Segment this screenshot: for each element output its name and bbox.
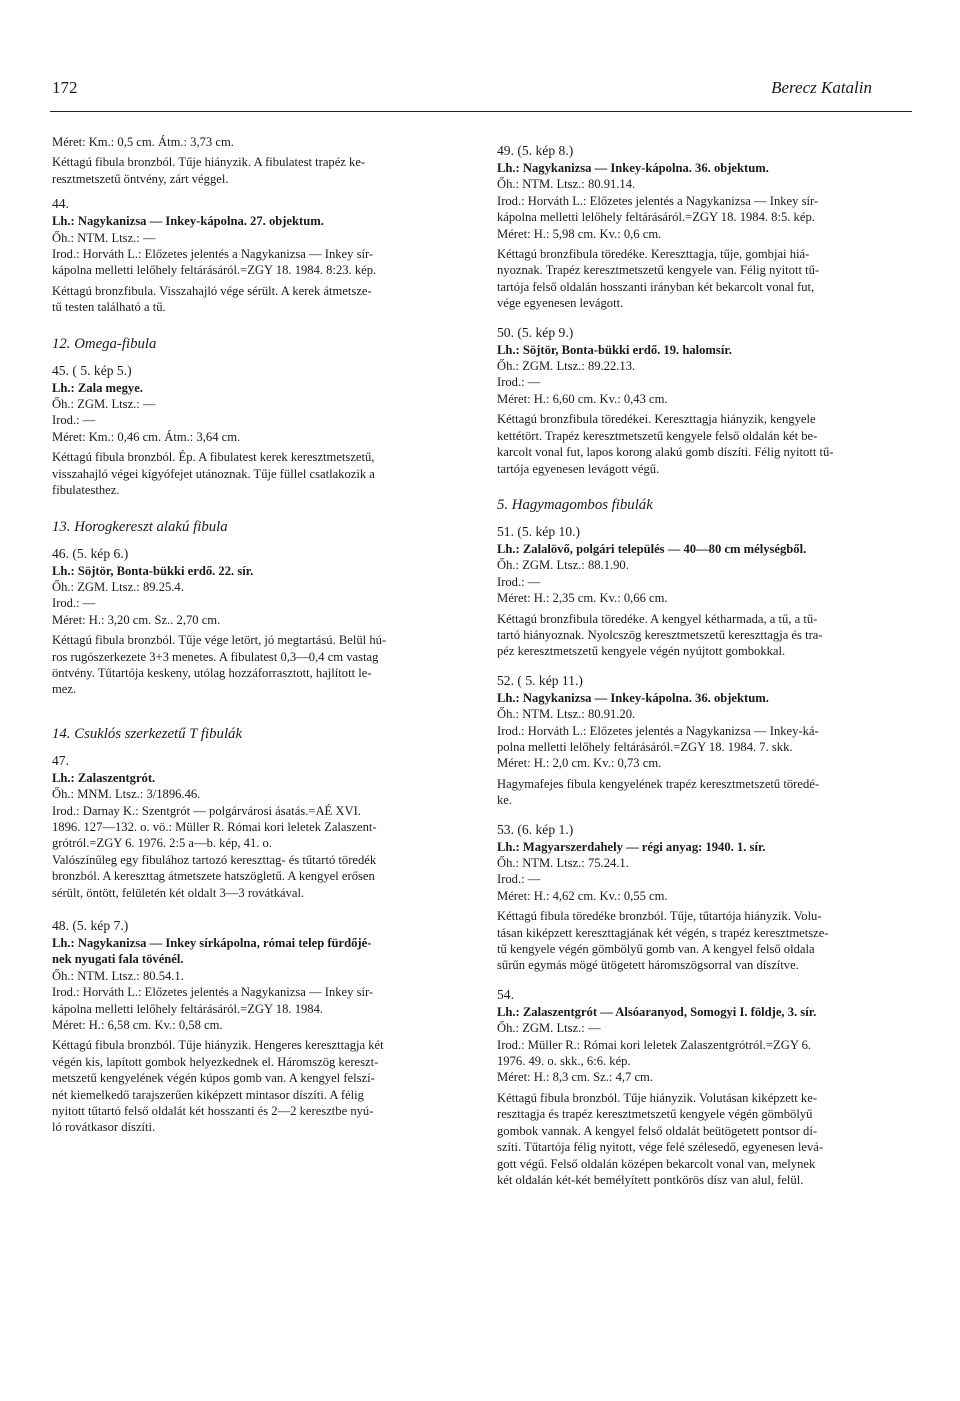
header-rule xyxy=(50,111,912,112)
text-line: Irod.: — xyxy=(497,574,541,589)
text-line: Méret: H.: 8,3 cm. Sz.: 4,7 cm. xyxy=(497,1070,653,1085)
text-line: Őh.: NTM. Ltsz.: 80.54.1. xyxy=(52,968,184,983)
text-line: tartója egyenesen levágott végű. xyxy=(497,461,660,476)
text-line: kápolna melletti lelőhely feltárásáról.=ZGY 18. 1984. 8:23. kép. xyxy=(52,263,377,278)
text-line: kápolna melletti lelőhely feltárásáról.=ZGY 18. 1984. xyxy=(52,1001,324,1016)
text-line: Őh.: ZGM. Ltsz.: — xyxy=(497,1021,601,1036)
text-line: grótról.=ZGY 6. 1976. 2:5 a—b. kép, 41. o. xyxy=(52,836,273,851)
text-line: Méret: H.: 3,20 cm. Sz.. 2,70 cm. xyxy=(52,612,221,627)
text-line: Irod.: Horváth L.: Előzetes jelentés a Nagykanizsa — Inkey sír- xyxy=(497,193,819,208)
text-line: szíti. Tűtartója félig nyitott, vége felé szélesedő, egyenesen levá- xyxy=(497,1140,824,1155)
spacer xyxy=(497,660,893,664)
text-line: visszahajló végei kígyófejet utánoznak. Tűje füllel csatlakozik a xyxy=(52,466,375,481)
text-line: Méret: H.: 5,98 cm. Kv.: 0,6 cm. xyxy=(497,226,662,241)
text-line: karcolt vonal fut, lapos korong alakú gomb díszíti. Félig nyitott tű- xyxy=(497,445,834,460)
text-line: Őh.: NTM. Ltsz.: 80.91.14. xyxy=(497,177,636,192)
spacer xyxy=(52,499,448,507)
entry-number: 47. xyxy=(52,752,69,768)
text-line: Méret: H.: 2,35 cm. Kv.: 0,66 cm. xyxy=(497,591,668,606)
text-line: Kéttagú fibula bronzból. Tűje hiányzik. A fibulatest trapéz ke- xyxy=(52,155,366,170)
spacer xyxy=(52,698,448,706)
text-line: Kéttagú fibula töredéke bronzból. Tűje, tűtartója hiányzik. Volu- xyxy=(497,909,822,924)
entry-number: 44. xyxy=(52,196,69,212)
text-line: mez. xyxy=(52,682,77,697)
entry-number: 51. (5. kép 10.) xyxy=(497,523,581,539)
text-line: 1896. 127—132. o. vö.: Müller R. Római kori leletek Zalaszent- xyxy=(52,819,377,834)
find-location: Lh.: Zala megye. xyxy=(52,380,143,395)
text-line: gombok vannak. A kengyel felső oldalát beütögetett pontsor dí- xyxy=(497,1123,818,1138)
find-location: Lh.: Söjtör, Bonta-bükki erdő. 19. halomsír. xyxy=(497,342,732,357)
text-line: bronzból. A kereszttag átmetszete hatszögletű. A kengyel erősen xyxy=(52,869,375,884)
entry-number: 54. xyxy=(497,986,514,1002)
text-line: nyoznak. Trapéz keresztmetszetű kengyele van. Félig nyitott tű- xyxy=(497,263,820,278)
text-line: Kéttagú fibula bronzból. Tűje vége letört, jó megtartású. Belül hú- xyxy=(52,633,387,648)
text-line: fibulatesthez. xyxy=(52,483,120,498)
section-heading: 5. Hagymagombos fibulák xyxy=(497,496,653,513)
text-line: Méret: Km.: 0,5 cm. Átm.: 3,73 cm. xyxy=(52,135,234,149)
text-line: kettétört. Trapéz keresztmetszetű kengyele felső oldalán két be- xyxy=(497,428,818,443)
text-line: Méret: H.: 2,0 cm. Kv.: 0,73 cm. xyxy=(497,756,662,771)
text-line: Irod.: Horváth L.: Előzetes jelentés a Nagykanizsa — Inkey sír- xyxy=(52,985,374,1000)
text-line: metszetű kengyelének végén kúpos gomb van. A kengyel felszí- xyxy=(52,1071,375,1086)
text-line: ke. xyxy=(497,793,513,808)
text-line: Irod.: — xyxy=(52,413,96,428)
entry-number: 45. ( 5. kép 5.) xyxy=(52,362,132,378)
text-line: Méret: H.: 4,62 cm. Kv.: 0,55 cm. xyxy=(497,888,668,903)
running-head-author: Berecz Katalin xyxy=(771,78,872,97)
text-line: Őh.: ZGM. Ltsz.: — xyxy=(52,397,156,412)
text-line: Méret: Km.: 0,46 cm. Átm.: 3,64 cm. xyxy=(52,429,241,444)
text-line: Irod.: Müller R.: Római kori leletek Zalaszentgrótról.=ZGY 6. xyxy=(497,1037,812,1052)
text-line: Kéttagú fibula bronzból. Ép. A fibulatest kerek keresztmetszetű, xyxy=(52,450,375,465)
page-number: 172 xyxy=(52,78,78,97)
find-location: Lh.: Zalaszentgrót. xyxy=(52,770,156,785)
text-line: Valószínűleg egy fibulához tartozó kereszttag- és tűtartó töredék xyxy=(52,852,377,867)
find-location: Lh.: Nagykanizsa — Inkey-kápolna. 36. objektum. xyxy=(497,690,769,705)
text-line: Őh.: ZGM. Ltsz.: 89.22.13. xyxy=(497,359,636,374)
spacer xyxy=(52,316,448,324)
text-line: Irod.: Darnay K.: Szentgrót — polgárvárosi ásatás.=AÉ XVI. xyxy=(52,803,361,818)
entry-number: 48. (5. kép 7.) xyxy=(52,918,129,933)
text-line: reszttagja és trapéz keresztmetszetű kengyele végén gömbölyű xyxy=(497,1107,813,1122)
text-line: sűrűn egymás mögé ütögetett háromszögsorral van díszítve. xyxy=(497,958,799,973)
text-line: ros rugószerkezete 3+3 menetes. A fibulatest 0,3—0,4 cm vastag xyxy=(52,649,379,664)
text-line: Kéttagú bronzfibula. Visszahajló vége sérült. A kerek átmetsze- xyxy=(52,283,372,298)
section-heading: 12. Omega-fibula xyxy=(52,335,157,352)
text-line: péz keresztmetszetű kengyele végén nyújtott gombokkal. xyxy=(497,644,786,659)
section-heading: 14. Csuklós szerkezetű T fibulák xyxy=(52,725,243,742)
text-line: Kéttagú bronzfibula töredéke. Kereszttagja, tűje, gombjai hiá- xyxy=(497,247,810,262)
text-line: két oldalán két-két bemélyített pontkörös dísz van alul, felül. xyxy=(497,1172,804,1187)
find-location: Lh.: Magyarszerdahely — régi anyag: 1940. 1. sír. xyxy=(497,839,766,854)
text-line: Őh.: ZGM. Ltsz.: 88.1.90. xyxy=(497,558,629,573)
text-line: tű kengyele végén gömbölyű gomb van. A kengyel felső oldala xyxy=(497,942,815,957)
text-line: polna melletti lelőhely feltárásáról.=ZGY 18. 1984. 7. skk. xyxy=(497,739,793,754)
spacer xyxy=(497,477,893,485)
text-line: nyitott tűtartó felső oldalát két hosszanti és 2—2 keresztbe nyú- xyxy=(52,1104,374,1119)
find-location: Lh.: Nagykanizsa — Inkey-kápolna. 27. objektum. xyxy=(52,214,324,229)
text-line: Őh.: ZGM. Ltsz.: 89.25.4. xyxy=(52,579,184,594)
section-heading: 13. Horogkereszt alakú fibula xyxy=(52,518,228,535)
left-column xyxy=(52,134,448,1136)
entry-number: 52. ( 5. kép 11.) xyxy=(497,672,583,688)
entry-number: 46. (5. kép 6.) xyxy=(52,545,129,561)
text-line: 1976. 49. o. skk., 6:6. kép. xyxy=(497,1054,631,1069)
spacer xyxy=(52,706,448,714)
text-line: Kéttagú fibula bronzból. Tűje hiányzik. Volutásan kiképzett ke- xyxy=(497,1090,818,1105)
text-line: vége egyenesen levágott. xyxy=(497,296,624,311)
spacer xyxy=(497,809,893,813)
text-line: tartója felső oldalán hosszanti irányban két bekarcolt vonal fut, xyxy=(497,279,815,294)
text-line: Irod.: — xyxy=(52,596,96,611)
text-line: Kéttagú bronzfibula töredéke. A kengyel kétharmada, a tű, a tű- xyxy=(497,611,818,626)
text-line: Irod.: Horváth L.: Előzetes jelentés a Nagykanizsa — Inkey-ká- xyxy=(497,723,819,738)
text-line: sérült, öntött, felületén két oldalt 3—3 rovátkával. xyxy=(52,885,305,900)
page-header xyxy=(50,78,910,102)
spacer xyxy=(497,974,893,978)
text-line: Őh.: NTM. Ltsz.: — xyxy=(52,230,156,245)
right-column xyxy=(497,134,893,1188)
spacer xyxy=(52,901,448,909)
text-line: Irod.: — xyxy=(497,872,541,887)
text-line: resztmetszetű öntvény, zárt véggel. xyxy=(52,171,229,186)
text-line: kápolna melletti lelőhely feltárásáról.=ZGY 18. 1984. 8:5. kép. xyxy=(497,210,815,225)
text-line: Kéttagú bronzfibula töredékei. Kereszttagja hiányzik, kengyele xyxy=(497,412,816,427)
text-line: nét kiemelkedő tarajszerűen kiképzett mintasor díszíti. A félig xyxy=(52,1087,364,1102)
text-line: Hagymafejes fibula kengyelének trapéz keresztmetszetű töredé- xyxy=(497,776,820,791)
find-location: nek nyugati fala tövénél. xyxy=(52,952,184,967)
find-location: Lh.: Söjtör, Bonta-bükki erdő. 22. sír. xyxy=(52,563,254,578)
text-line: végén kis, lapított gombok helyezkednek el. Háromszög kereszt- xyxy=(52,1054,379,1069)
text-line: Irod.: Horváth L.: Előzetes jelentés a Nagykanizsa — Inkey sír- xyxy=(52,247,374,262)
text-line: Őh.: MNM. Ltsz.: 3/1896.46. xyxy=(52,787,201,802)
find-location: Lh.: Nagykanizsa — Inkey-kápolna. 36. objektum. xyxy=(497,161,769,175)
entry-number: 53. (6. kép 1.) xyxy=(497,821,574,837)
text-line: Méret: H.: 6,58 cm. Kv.: 0,58 cm. xyxy=(52,1018,223,1033)
text-line: Méret: H.: 6,60 cm. Kv.: 0,43 cm. xyxy=(497,391,668,406)
entry-number: 50. (5. kép 9.) xyxy=(497,324,574,340)
text-line: öntvény. Tűtartója keskeny, utólag hozzáforrasztott, hajlított le- xyxy=(52,665,372,680)
text-line: gott végű. Felső oldalán középen bekarcolt vonal van, melynek xyxy=(497,1156,816,1171)
text-line: Kéttagú fibula bronzból. Tűje hiányzik. Hengeres kereszttagja két xyxy=(52,1038,384,1053)
find-location: Lh.: Nagykanizsa — Inkey sírkápolna, római telep fürdőjé- xyxy=(52,936,372,950)
text-line: tásan kiképzett kereszttagjának két végén, s trapéz keresztmetsze- xyxy=(497,925,829,940)
text-line: Őh.: NTM. Ltsz.: 80.91.20. xyxy=(497,707,636,722)
text-line: tű testen található a tű. xyxy=(52,300,166,315)
text-line: ló rovátkasor díszíti. xyxy=(52,1120,156,1135)
spacer xyxy=(497,312,893,316)
find-location: Lh.: Zalalövő, polgári település — 40—80 cm mélységből. xyxy=(497,541,807,556)
entry-number: 49. (5. kép 8.) xyxy=(497,143,574,158)
find-location: Lh.: Zalaszentgrót — Alsóaranyod, Somogyi I. földje, 3. sír. xyxy=(497,1004,817,1019)
text-line: Őh.: NTM. Ltsz.: 75.24.1. xyxy=(497,856,629,870)
text-line: tartó hiányoznak. Nyolcszög keresztmetszetű kereszttagja és tra- xyxy=(497,627,823,642)
text-line: Irod.: — xyxy=(497,375,541,390)
